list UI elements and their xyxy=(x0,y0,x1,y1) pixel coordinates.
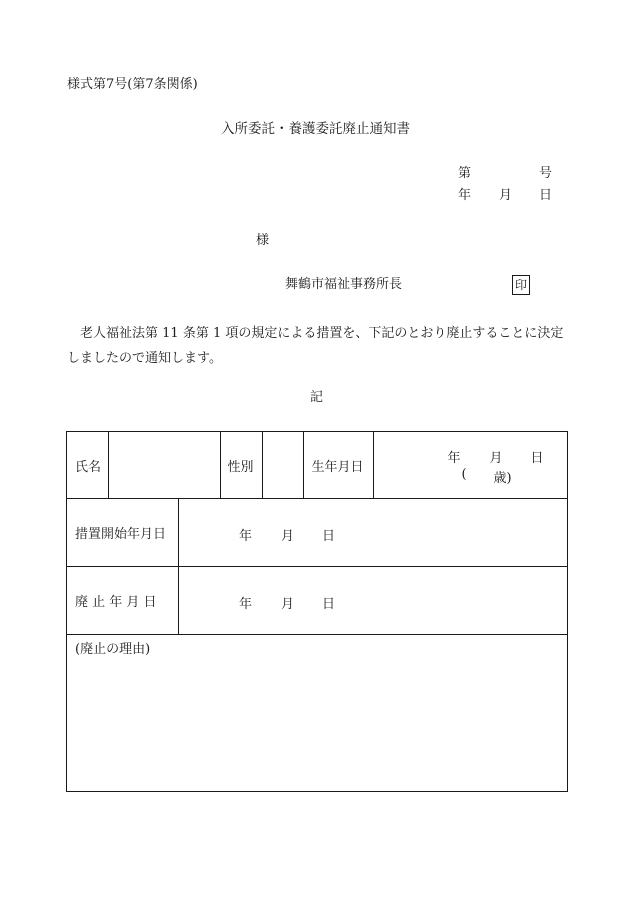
recipient-honorific: 様 xyxy=(256,233,270,248)
end-year-unit: 年 xyxy=(239,596,253,612)
notice-form-table xyxy=(66,431,568,792)
birthdate-field[interactable] xyxy=(373,432,568,498)
doc-number-suffix: 号 xyxy=(539,166,553,181)
end-month-unit: 月 xyxy=(281,596,295,612)
notice-body xyxy=(67,321,587,371)
seal-stamp: 印 xyxy=(512,275,530,295)
issue-date-day: 日 xyxy=(539,188,553,203)
end-date-field[interactable] xyxy=(179,567,568,635)
issue-date-month: 月 xyxy=(499,188,513,203)
end-day-unit: 日 xyxy=(322,596,336,612)
document-title: 入所委託・養護委託廃止通知書 xyxy=(221,121,410,137)
ki-heading: 記 xyxy=(310,390,324,405)
person-row xyxy=(67,432,568,499)
start-day-unit: 日 xyxy=(322,528,336,544)
birth-day-unit: 日 xyxy=(530,451,544,466)
reason-field[interactable] xyxy=(67,635,568,792)
age-open-paren: ( xyxy=(461,467,467,482)
form-number: 様式第7号(第7条関係) xyxy=(67,77,198,92)
start-date-field[interactable] xyxy=(179,499,568,567)
doc-number-prefix: 第 xyxy=(458,166,472,181)
reason-text xyxy=(67,657,567,660)
birthdate-label: 生年月日 xyxy=(303,432,373,498)
name-field[interactable] xyxy=(108,432,220,498)
sex-label: 性別 xyxy=(220,432,262,498)
start-year-unit: 年 xyxy=(239,528,253,544)
birth-month-unit: 月 xyxy=(489,451,503,466)
reason-label: (廃止の理由) xyxy=(75,642,151,657)
sender-name: 舞鶴市福祉事務所長 xyxy=(285,277,403,292)
notice-body-line2: しましたので通知します。 xyxy=(67,351,222,366)
name-label: 氏名 xyxy=(67,432,108,498)
issue-date-year: 年 xyxy=(458,188,472,203)
start-date-label: 措置開始年月日 xyxy=(67,499,179,567)
birth-year-unit: 年 xyxy=(447,451,461,466)
sex-field[interactable] xyxy=(262,432,303,498)
end-date-label: 廃 止 年 月 日 xyxy=(67,567,179,635)
age-close: 歳) xyxy=(493,471,512,486)
notice-body-line1: 老人福祉法第 11 条第 1 項の規定による措置を、下記のとおり廃止することに決定 xyxy=(80,326,564,341)
start-month-unit: 月 xyxy=(281,528,295,544)
